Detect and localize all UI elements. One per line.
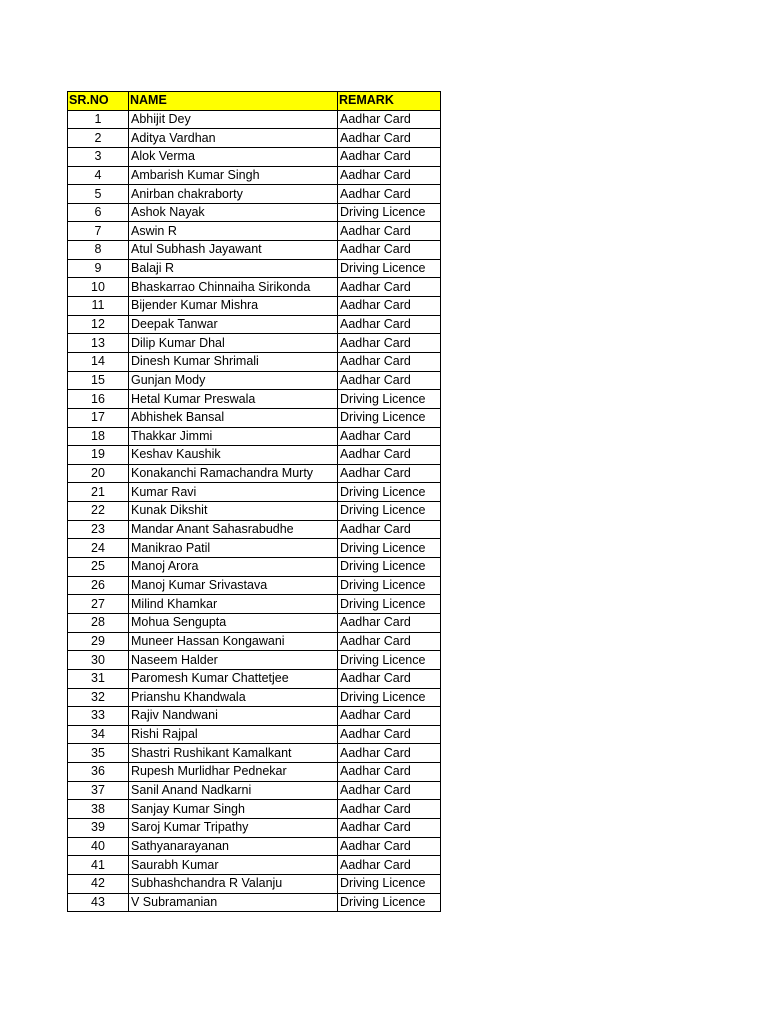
remark-cell[interactable]: Aadhar Card <box>338 297 441 316</box>
name-cell[interactable]: Subhashchandra R Valanju <box>129 874 338 893</box>
table-row <box>68 520 441 539</box>
name-cell[interactable]: Rishi Rajpal <box>129 725 338 744</box>
remark-cell[interactable]: Aadhar Card <box>338 241 441 260</box>
name-cell[interactable]: Abhishek Bansal <box>129 408 338 427</box>
sr-no-cell[interactable]: 24 <box>68 539 129 558</box>
sr-no-cell[interactable]: 11 <box>68 297 129 316</box>
remark-cell[interactable]: Driving Licence <box>338 408 441 427</box>
sr-no-cell[interactable]: 14 <box>68 352 129 371</box>
name-cell[interactable]: Gunjan Mody <box>129 371 338 390</box>
sr-no-cell[interactable]: 41 <box>68 856 129 875</box>
sr-no-cell[interactable]: 13 <box>68 334 129 353</box>
sr-no-cell[interactable]: 27 <box>68 595 129 614</box>
sr-no-cell[interactable]: 33 <box>68 707 129 726</box>
table-row <box>68 446 441 465</box>
name-cell[interactable]: Kunak Dikshit <box>129 502 338 521</box>
remark-cell[interactable]: Aadhar Card <box>338 856 441 875</box>
name-cell[interactable]: Paromesh Kumar Chattetjee <box>129 669 338 688</box>
name-cell[interactable]: Konakanchi Ramachandra Murty <box>129 464 338 483</box>
table-row <box>68 893 441 912</box>
table-row <box>68 763 441 782</box>
sr-no-cell[interactable]: 22 <box>68 502 129 521</box>
remark-cell[interactable]: Driving Licence <box>338 558 441 577</box>
remark-cell[interactable]: Driving Licence <box>338 390 441 409</box>
column-header-remark[interactable]: REMARK <box>338 92 441 111</box>
remark-cell[interactable]: Aadhar Card <box>338 800 441 819</box>
name-cell[interactable]: Thakkar Jimmi <box>129 427 338 446</box>
name-cell[interactable]: Mandar Anant Sahasrabudhe <box>129 520 338 539</box>
table-row <box>68 725 441 744</box>
name-cell[interactable]: Abhijit Dey <box>129 110 338 129</box>
table-row <box>68 669 441 688</box>
name-cell[interactable]: Mohua Sengupta <box>129 613 338 632</box>
sr-no-cell[interactable]: 30 <box>68 651 129 670</box>
sr-no-cell[interactable]: 40 <box>68 837 129 856</box>
name-cell[interactable]: Shastri Rushikant Kamalkant <box>129 744 338 763</box>
sr-no-cell[interactable]: 15 <box>68 371 129 390</box>
remark-cell[interactable]: Aadhar Card <box>338 613 441 632</box>
table-row <box>68 297 441 316</box>
sr-no-cell[interactable]: 26 <box>68 576 129 595</box>
table-row <box>68 408 441 427</box>
sr-no-cell[interactable]: 17 <box>68 408 129 427</box>
column-header-name[interactable]: NAME <box>129 92 338 111</box>
name-cell[interactable]: Manoj Arora <box>129 558 338 577</box>
name-cell[interactable]: Balaji R <box>129 259 338 278</box>
remark-cell[interactable]: Driving Licence <box>338 203 441 222</box>
remark-cell[interactable]: Aadhar Card <box>338 166 441 185</box>
name-cell[interactable]: Aswin R <box>129 222 338 241</box>
sr-no-cell[interactable]: 29 <box>68 632 129 651</box>
sr-no-cell[interactable]: 5 <box>68 185 129 204</box>
table-row <box>68 371 441 390</box>
remark-cell[interactable]: Aadhar Card <box>338 464 441 483</box>
name-cell[interactable]: Alok Verma <box>129 147 338 166</box>
sr-no-cell[interactable]: 37 <box>68 781 129 800</box>
sr-no-cell[interactable]: 1 <box>68 110 129 129</box>
table-row <box>68 222 441 241</box>
sr-no-cell[interactable]: 35 <box>68 744 129 763</box>
remark-cell[interactable]: Driving Licence <box>338 259 441 278</box>
table-row <box>68 502 441 521</box>
table-row <box>68 707 441 726</box>
sr-no-cell[interactable]: 10 <box>68 278 129 297</box>
sr-no-cell[interactable]: 4 <box>68 166 129 185</box>
header-row <box>68 92 441 111</box>
name-cell[interactable]: Ambarish Kumar Singh <box>129 166 338 185</box>
table-row <box>68 632 441 651</box>
table-row <box>68 651 441 670</box>
remark-cell[interactable]: Aadhar Card <box>338 129 441 148</box>
remark-cell[interactable]: Aadhar Card <box>338 110 441 129</box>
table-row <box>68 483 441 502</box>
remark-cell[interactable]: Aadhar Card <box>338 334 441 353</box>
table-row <box>68 464 441 483</box>
sr-no-cell[interactable]: 28 <box>68 613 129 632</box>
table-row <box>68 595 441 614</box>
name-cell[interactable]: Rupesh Murlidhar Pednekar <box>129 763 338 782</box>
table-row <box>68 110 441 129</box>
table-row <box>68 147 441 166</box>
name-cell[interactable]: Ashok Nayak <box>129 203 338 222</box>
table-row <box>68 744 441 763</box>
sr-no-cell[interactable]: 23 <box>68 520 129 539</box>
sr-no-cell[interactable]: 18 <box>68 427 129 446</box>
sr-no-cell[interactable]: 7 <box>68 222 129 241</box>
table-row <box>68 278 441 297</box>
name-cell[interactable]: Saurabh Kumar <box>129 856 338 875</box>
table-body <box>68 110 441 912</box>
name-cell[interactable]: Saroj Kumar Tripathy <box>129 818 338 837</box>
remark-cell[interactable]: Aadhar Card <box>338 371 441 390</box>
name-cell[interactable]: Hetal Kumar Preswala <box>129 390 338 409</box>
sr-no-cell[interactable]: 36 <box>68 763 129 782</box>
sr-no-cell[interactable]: 6 <box>68 203 129 222</box>
name-cell[interactable]: Sanjay Kumar Singh <box>129 800 338 819</box>
table-row <box>68 259 441 278</box>
remark-cell[interactable]: Driving Licence <box>338 576 441 595</box>
name-cell[interactable]: Dinesh Kumar Shrimali <box>129 352 338 371</box>
sr-no-cell[interactable]: 31 <box>68 669 129 688</box>
remark-cell[interactable]: Aadhar Card <box>338 222 441 241</box>
remark-cell[interactable]: Aadhar Card <box>338 520 441 539</box>
remark-cell[interactable]: Driving Licence <box>338 502 441 521</box>
remark-cell[interactable]: Driving Licence <box>338 651 441 670</box>
remark-cell[interactable]: Aadhar Card <box>338 315 441 334</box>
table-row <box>68 241 441 260</box>
table-row <box>68 315 441 334</box>
sr-no-cell[interactable]: 3 <box>68 147 129 166</box>
table-row <box>68 818 441 837</box>
table-row <box>68 856 441 875</box>
remark-cell[interactable]: Driving Licence <box>338 893 441 912</box>
remark-cell[interactable]: Aadhar Card <box>338 446 441 465</box>
sr-no-cell[interactable]: 32 <box>68 688 129 707</box>
remark-cell[interactable]: Aadhar Card <box>338 818 441 837</box>
sr-no-cell[interactable]: 34 <box>68 725 129 744</box>
name-cell[interactable]: Deepak Tanwar <box>129 315 338 334</box>
table-row <box>68 874 441 893</box>
name-cell[interactable]: Manikrao Patil <box>129 539 338 558</box>
column-header-sr-no[interactable]: SR.NO <box>68 92 129 111</box>
name-cell[interactable]: Dilip Kumar Dhal <box>129 334 338 353</box>
sr-no-cell[interactable]: 16 <box>68 390 129 409</box>
name-cell[interactable]: Atul Subhash Jayawant <box>129 241 338 260</box>
name-cell[interactable]: Keshav Kaushik <box>129 446 338 465</box>
remark-cell[interactable]: Aadhar Card <box>338 669 441 688</box>
name-cell[interactable]: Bijender Kumar Mishra <box>129 297 338 316</box>
table-row <box>68 800 441 819</box>
name-cell[interactable]: Naseem Halder <box>129 651 338 670</box>
remark-cell[interactable]: Aadhar Card <box>338 725 441 744</box>
name-cell[interactable]: Aditya Vardhan <box>129 129 338 148</box>
name-cell[interactable]: Prianshu Khandwala <box>129 688 338 707</box>
name-cell[interactable]: Sanil Anand Nadkarni <box>129 781 338 800</box>
remark-cell[interactable]: Aadhar Card <box>338 278 441 297</box>
table-row <box>68 129 441 148</box>
name-cell[interactable]: Anirban chakraborty <box>129 185 338 204</box>
sr-no-cell[interactable]: 21 <box>68 483 129 502</box>
table-row <box>68 203 441 222</box>
table-row <box>68 390 441 409</box>
name-cell[interactable]: Manoj Kumar Srivastava <box>129 576 338 595</box>
table-row <box>68 539 441 558</box>
name-cell[interactable]: V Subramanian <box>129 893 338 912</box>
table-row <box>68 427 441 446</box>
remark-cell[interactable]: Aadhar Card <box>338 837 441 856</box>
name-cell[interactable]: Muneer Hassan Kongawani <box>129 632 338 651</box>
sr-no-cell[interactable]: 19 <box>68 446 129 465</box>
table-row <box>68 576 441 595</box>
remark-cell[interactable]: Aadhar Card <box>338 632 441 651</box>
remark-cell[interactable]: Aadhar Card <box>338 352 441 371</box>
sr-no-cell[interactable]: 12 <box>68 315 129 334</box>
sr-no-cell[interactable]: 39 <box>68 818 129 837</box>
table-row <box>68 334 441 353</box>
remark-cell[interactable]: Aadhar Card <box>338 744 441 763</box>
sr-no-cell[interactable]: 43 <box>68 893 129 912</box>
remark-cell[interactable]: Driving Licence <box>338 595 441 614</box>
remark-cell[interactable]: Driving Licence <box>338 874 441 893</box>
id-proof-table <box>67 91 441 912</box>
remark-cell[interactable]: Driving Licence <box>338 483 441 502</box>
spreadsheet <box>67 91 441 912</box>
sr-no-cell[interactable]: 25 <box>68 558 129 577</box>
sr-no-cell[interactable]: 20 <box>68 464 129 483</box>
table-row <box>68 558 441 577</box>
remark-cell[interactable]: Aadhar Card <box>338 781 441 800</box>
remark-cell[interactable]: Aadhar Card <box>338 185 441 204</box>
remark-cell[interactable]: Aadhar Card <box>338 763 441 782</box>
name-cell[interactable]: Bhaskarrao Chinnaiha Sirikonda <box>129 278 338 297</box>
table-row <box>68 185 441 204</box>
table-row <box>68 781 441 800</box>
table-row <box>68 613 441 632</box>
table-row <box>68 352 441 371</box>
table-row <box>68 166 441 185</box>
sr-no-cell[interactable]: 9 <box>68 259 129 278</box>
remark-cell[interactable]: Aadhar Card <box>338 427 441 446</box>
name-cell[interactable]: Rajiv Nandwani <box>129 707 338 726</box>
name-cell[interactable]: Milind Khamkar <box>129 595 338 614</box>
remark-cell[interactable]: Aadhar Card <box>338 707 441 726</box>
sr-no-cell[interactable]: 42 <box>68 874 129 893</box>
remark-cell[interactable]: Driving Licence <box>338 539 441 558</box>
sr-no-cell[interactable]: 38 <box>68 800 129 819</box>
name-cell[interactable]: Kumar Ravi <box>129 483 338 502</box>
table-row <box>68 837 441 856</box>
sr-no-cell[interactable]: 8 <box>68 241 129 260</box>
remark-cell[interactable]: Driving Licence <box>338 688 441 707</box>
table-header <box>68 92 441 111</box>
name-cell[interactable]: Sathyanarayanan <box>129 837 338 856</box>
table-row <box>68 688 441 707</box>
sr-no-cell[interactable]: 2 <box>68 129 129 148</box>
remark-cell[interactable]: Aadhar Card <box>338 147 441 166</box>
